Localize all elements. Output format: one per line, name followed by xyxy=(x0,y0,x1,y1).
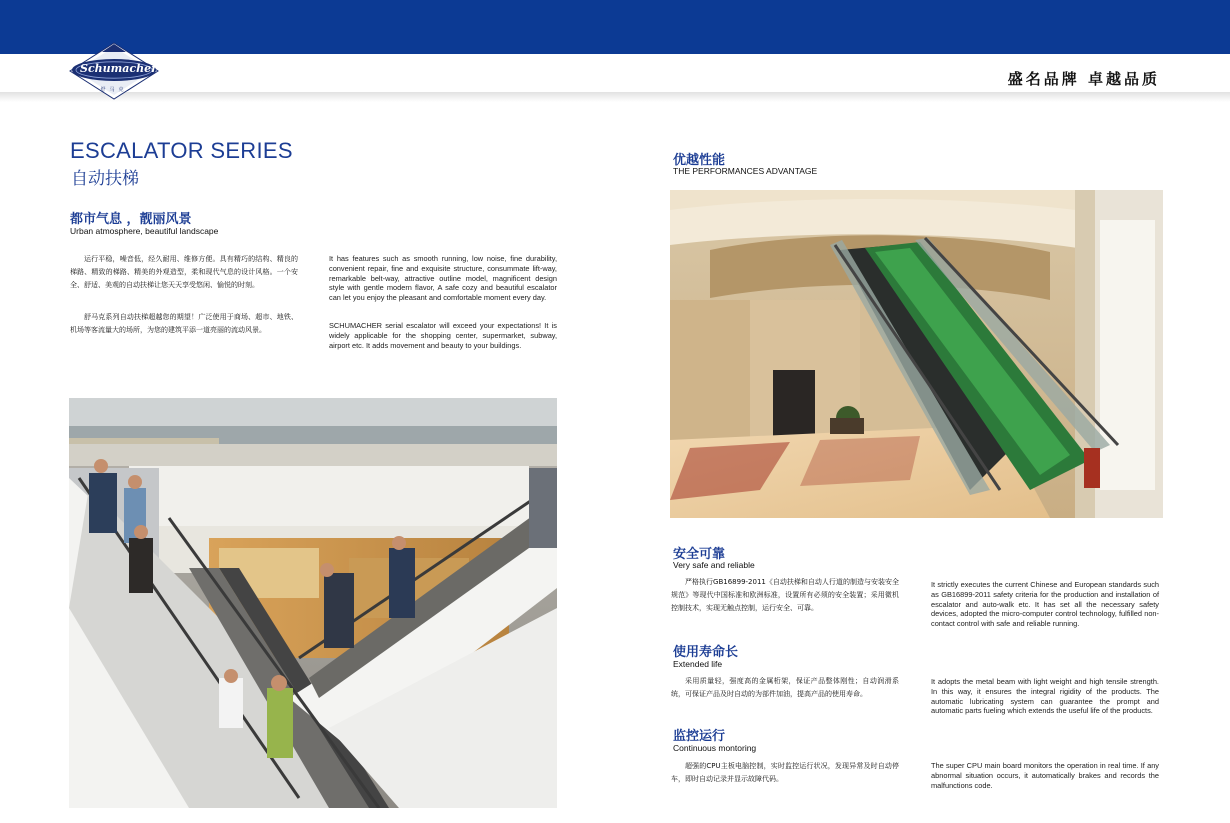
urban-heading-en: Urban atmosphere, beautiful landscape xyxy=(70,226,219,236)
monitoring-heading-cn: 监控运行 xyxy=(673,729,726,744)
lifetime-body-cn: 采用质量轻，强度高的金属桁架，保证产品整体刚性；自动润滑系统，可保证产品及时自动的为部件加油，提高产品的使用寿命。 xyxy=(671,677,899,698)
monitoring-body-cn: 超强的CPU主板电脑控制，实时监控运行状况，发现异常及时自动停车，即时自动记录并显示故障代码。 xyxy=(671,762,899,783)
safety-heading-en: Very safe and reliable xyxy=(673,560,755,570)
safety-heading-cn: 安全可靠 xyxy=(673,547,726,562)
lifetime-heading-cn: 使用寿命长 xyxy=(673,645,739,660)
urban-body-cn-2: 舒马克系列自动扶梯超越您的期望！广泛使用于商场、超市、地铁、机场等客流量大的场所，为您的建筑平添一道亮丽的流动风景。 xyxy=(70,313,298,334)
performance-heading-cn: 优越性能 xyxy=(673,153,726,168)
schumacher-logo xyxy=(66,42,162,100)
top-banner xyxy=(0,0,1230,54)
series-title: ESCALATOR SERIES xyxy=(70,138,293,163)
logo-wordmark: Schumacher xyxy=(80,62,157,75)
brand-slogan: 盛名品牌 卓越品质 xyxy=(1007,70,1160,88)
monitoring-body-en: The super CPU main board monitors the operation in real time. If any abnormal situation occurs, it automatically brakes and records the malfunctions code. xyxy=(931,761,1159,790)
safety-body-cn: 严格执行GB16899-2011《自动扶梯和自动人行道的制造与安装安全规范》等现代中国标准和欧洲标准，设置所有必须的安全装置；采用微机控制技术，实现无触点控制，运行安全、可靠。 xyxy=(671,578,899,612)
series-subtitle-cn: 自动扶梯 xyxy=(71,169,139,189)
lifetime-heading-en: Extended life xyxy=(673,659,723,669)
header-shadow xyxy=(0,92,1230,102)
safety-body-en: It strictly executes the current Chinese and European standards such as GB16899-2011 safety criteria for the production and installation of escalator and auto-walk etc. It has set all the necessary safety devices, adopted the micro-computer control technology, fulfilled non-contact control with safe and reliable running. xyxy=(931,580,1159,629)
performance-heading-en: THE PERFORMANCES ADVANTAGE xyxy=(673,166,818,176)
mall-escalator-photo xyxy=(69,398,557,808)
lobby-escalator-photo xyxy=(670,190,1163,518)
urban-body-en-2: SCHUMACHER serial escalator will exceed your expectations! It is widely applicable for the shopping center, supermarket, subway, airport etc. It adds movement and beauty to your buildings. xyxy=(329,321,557,350)
urban-body-en-1: It has features such as smooth running, low noise, fine durability, convenient repair, fine and exquisite structure, consummate lift-way, remarkable belt-way, attractive outline model, magnificent design style with gentle modern flavor, A safe cozy and beautiful escalator can let you enjoy the pleasant and comfortable moment every day. xyxy=(329,254,557,303)
urban-body-cn-1: 运行平稳，噪音低，经久耐用、维修方便。具有精巧的结构、精良的梯路、精致的梯路、精美的外观造型，柔和现代气息的设计风格。一个安全、舒适、美观的自动扶梯让您天天享受悠闲、愉悦的时刻。 xyxy=(70,255,298,289)
monitoring-heading-en: Continuous montoring xyxy=(673,743,757,753)
logo-cn-name: 舒马克 xyxy=(100,87,128,93)
urban-heading-cn: 都市气息 ，靓丽风景 xyxy=(70,212,192,227)
lifetime-body-en: It adopts the metal beam with light weight and high tensile strength. In this way, it ensures the integral rigidity of the products. The automatic lubricating system can guarantee the prompt and automatic parts fueling which extends the useful life of the products. xyxy=(931,677,1159,716)
